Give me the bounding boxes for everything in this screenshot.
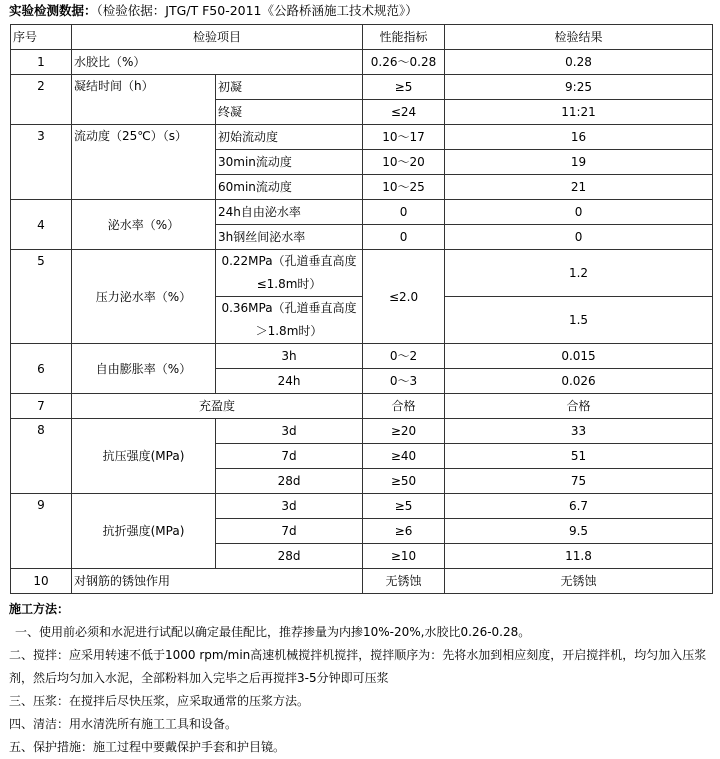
row-spec: 合格 <box>363 394 445 419</box>
title-label: 实验检测数据： <box>9 3 97 18</box>
table-row <box>11 250 713 297</box>
row-result: 19 <box>445 150 713 175</box>
row-no: 9 <box>11 494 72 569</box>
row-item: 自由膨胀率（%） <box>72 344 216 394</box>
row-sub: 终凝 <box>216 100 363 125</box>
row-spec: 0～2 <box>363 344 445 369</box>
row-result: 0.28 <box>445 50 713 75</box>
row-sub: 60min流动度 <box>216 175 363 200</box>
row-no: 1 <box>11 50 72 75</box>
table-row <box>11 125 713 150</box>
page-title <box>9 2 418 20</box>
row-result: 11.8 <box>445 544 713 569</box>
row-item: 压力泌水率（%） <box>72 250 216 344</box>
row-sub: 3d <box>216 494 363 519</box>
table-row <box>11 75 713 100</box>
row-result: 51 <box>445 444 713 469</box>
row-sub: 3h <box>216 344 363 369</box>
row-item: 流动度（25℃）（s） <box>72 125 216 200</box>
row-spec: 0 <box>363 200 445 225</box>
method-step-5: 五、保护措施：施工过程中要戴保护手套和护目镜。 <box>9 740 286 754</box>
row-no: 8 <box>11 419 72 494</box>
method-step-4: 四、清洁：用水清洗所有施工工具和设备。 <box>9 717 238 731</box>
row-no: 3 <box>11 125 72 200</box>
row-item: 充盈度 <box>72 394 363 419</box>
row-result: 0 <box>445 200 713 225</box>
row-result: 21 <box>445 175 713 200</box>
header-result: 检验结果 <box>445 25 713 50</box>
row-result: 33 <box>445 419 713 444</box>
row-no: 7 <box>11 394 72 419</box>
row-spec: 无锈蚀 <box>363 569 445 594</box>
row-spec: ≥5 <box>363 75 445 100</box>
row-sub: 7d <box>216 444 363 469</box>
row-sub: 28d <box>216 469 363 494</box>
row-spec: ≥10 <box>363 544 445 569</box>
row-sub: 0.22MPa（孔道垂直高度≤1.8m时） <box>216 250 363 297</box>
row-item: 凝结时间（h） <box>72 75 216 125</box>
row-spec: 10～20 <box>363 150 445 175</box>
row-no: 5 <box>11 250 72 344</box>
row-spec: 0～3 <box>363 369 445 394</box>
row-sub: 3h钢丝间泌水率 <box>216 225 363 250</box>
row-result: 75 <box>445 469 713 494</box>
row-spec: ≤2.0 <box>363 250 445 344</box>
row-sub: 24h <box>216 369 363 394</box>
row-sub: 30min流动度 <box>216 150 363 175</box>
row-sub: 初凝 <box>216 75 363 100</box>
row-no: 10 <box>11 569 72 594</box>
row-item: 抗折强度(MPa) <box>72 494 216 569</box>
header-no: 序号 <box>11 25 72 50</box>
row-spec: ≥20 <box>363 419 445 444</box>
row-sub: 初始流动度 <box>216 125 363 150</box>
title-basis: （检验依据：JTG/T F50-2011《公路桥涵施工技术规范》） <box>96 3 418 18</box>
row-no: 6 <box>11 344 72 394</box>
row-sub: 7d <box>216 519 363 544</box>
row-item: 水胶比（%） <box>72 50 363 75</box>
row-spec: ≥6 <box>363 519 445 544</box>
table-row <box>11 394 713 419</box>
row-sub: 24h自由泌水率 <box>216 200 363 225</box>
method-step-1: 一、使用前必须和水泥进行试配以确定最佳配比，推荐掺量为内掺10%-20%,水胶比0.26-0.28。 <box>15 625 531 639</box>
row-spec: ≤24 <box>363 100 445 125</box>
row-result: 1.2 <box>445 250 713 297</box>
header-item: 检验项目 <box>72 25 363 50</box>
method-step-3: 三、压浆：在搅拌后尽快压浆，应采取通常的压浆方法。 <box>9 694 310 708</box>
method-heading: 施工方法： <box>9 602 70 616</box>
row-item: 抗压强度(MPa) <box>72 419 216 494</box>
row-spec: 0.26～0.28 <box>363 50 445 75</box>
header-spec: 性能指标 <box>363 25 445 50</box>
row-sub: 3d <box>216 419 363 444</box>
table-header-row <box>11 25 713 50</box>
method-step-2: 二、搅拌：应采用转速不低于1000 rpm/min高速机械搅拌机搅拌，搅拌顺序为：先将水加到相应刻度，开启搅拌机，均匀加入压浆剂，然后均匀加入水泥，全部粉料加入完毕之后再搅拌3-5分钟即可压浆 <box>9 648 707 685</box>
table-row <box>11 344 713 369</box>
row-result: 0.026 <box>445 369 713 394</box>
table-row <box>11 569 713 594</box>
table-row <box>11 419 713 444</box>
row-spec: 10～25 <box>363 175 445 200</box>
row-result: 16 <box>445 125 713 150</box>
row-result: 9.5 <box>445 519 713 544</box>
row-result: 无锈蚀 <box>445 569 713 594</box>
table-row <box>11 50 713 75</box>
spec-table <box>10 24 713 594</box>
row-no: 4 <box>11 200 72 250</box>
row-spec: ≥5 <box>363 494 445 519</box>
construction-method <box>9 598 714 759</box>
row-item: 对钢筋的锈蚀作用 <box>72 569 363 594</box>
row-result: 1.5 <box>445 297 713 344</box>
row-result: 11:21 <box>445 100 713 125</box>
row-sub: 28d <box>216 544 363 569</box>
table-row <box>11 200 713 225</box>
row-spec: 10～17 <box>363 125 445 150</box>
row-result: 合格 <box>445 394 713 419</box>
row-result: 0.015 <box>445 344 713 369</box>
row-spec: ≥50 <box>363 469 445 494</box>
row-spec: 0 <box>363 225 445 250</box>
table-row <box>11 494 713 519</box>
row-result: 0 <box>445 225 713 250</box>
row-result: 9:25 <box>445 75 713 100</box>
row-sub: 0.36MPa（孔道垂直高度＞1.8m时） <box>216 297 363 344</box>
row-result: 6.7 <box>445 494 713 519</box>
row-item: 泌水率（%） <box>72 200 216 250</box>
row-spec: ≥40 <box>363 444 445 469</box>
row-no: 2 <box>11 75 72 125</box>
